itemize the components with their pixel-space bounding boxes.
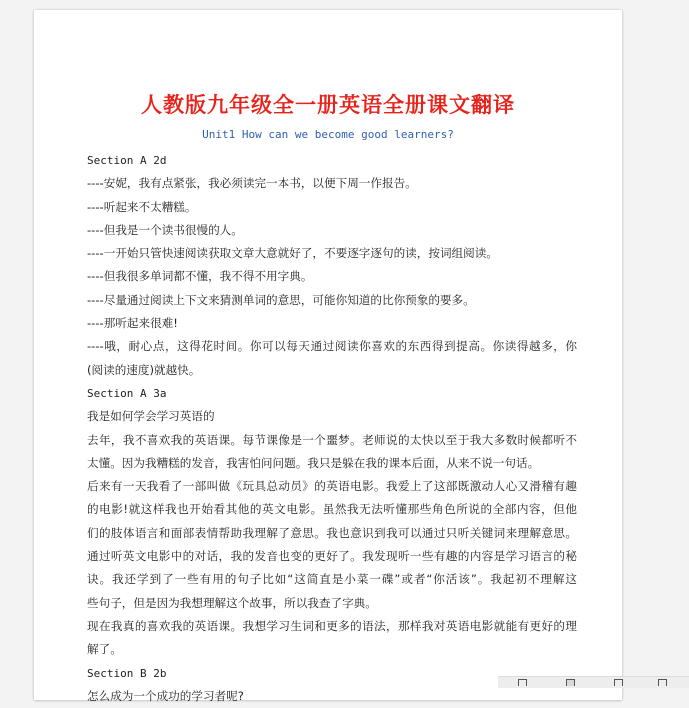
- text-line: 们的肢体语言和面部表情帮助我理解了意思。我也意识到我可以通过只听关键词来理解意思。: [87, 525, 577, 540]
- text-line: ----尽量通过阅读上下文来猜测单词的意思，可能你知道的比你预象的要多。: [87, 292, 475, 307]
- section-heading: Section A 3a: [87, 386, 167, 400]
- document-title: 人教版九年级全一册英语全册课文翻译: [141, 92, 515, 117]
- document-page: [34, 10, 622, 703]
- two-page-view-icon[interactable]: [566, 679, 575, 686]
- text-line: 后来有一天我看了一部叫做《玩具总动员》的英语电影。我爱上了这部既激动人心又滑稽有趣: [87, 479, 577, 494]
- text-line: 诀。我还学到了一些有用的句子比如“这简直是小菜一碟”或者“你活该”。我起初不理解这: [87, 572, 577, 587]
- view-mode-toolbar: [498, 676, 689, 688]
- text-line: 我是如何学会学习英语的: [87, 409, 215, 424]
- text-line: ----那听起来很难!: [87, 316, 178, 331]
- text-line: ----一开始只管快速阅读获取文章大意就好了，不要逐字逐句的读，按词组阅读。: [87, 246, 498, 261]
- text-line: ----安妮，我有点紧张，我必须读完一本书，以便下周一作报告。: [87, 176, 417, 191]
- section-heading: Section A 2d: [87, 154, 167, 167]
- text-line: 通过听英文电影中的对话，我的发音也变的更好了。我发现听一些有趣的内容是学习语言的秘: [87, 549, 577, 564]
- text-line: ----但我很多单词都不懂，我不得不用字典。: [87, 269, 313, 284]
- document-body: [87, 149, 577, 708]
- text-line: ----但我是一个读书很慢的人。: [87, 222, 243, 237]
- text-line: 些句子，但是因为我想理解这个故事，所以我查了字典。: [87, 595, 377, 610]
- text-line: 现在我真的喜欢我的英语课。我想学习生词和更多的语法，那样我对英语电影就能有更好的理: [87, 618, 577, 633]
- text-line: 太懂。因为我糟糕的发音，我害怕问问题。我只是躲在我的课本后面，从来不说一句话。: [87, 455, 540, 470]
- single-page-view-icon[interactable]: [518, 679, 527, 686]
- text-line: ----哦，耐心点，这得花时间。你可以每天通过阅读你喜欢的东西得到提高。你读得越多，你: [87, 339, 577, 354]
- text-line: 解了。: [87, 642, 122, 657]
- section-heading: Section B 2b: [87, 666, 167, 680]
- text-line: (阅读的速度)就越快。: [87, 362, 201, 377]
- unit-subtitle: Unit1 How can we become good learners?: [202, 128, 454, 141]
- text-line: 怎么成为一个成功的学习者呢?: [87, 688, 244, 703]
- grid-view-icon[interactable]: [614, 679, 623, 686]
- fullscreen-icon[interactable]: [658, 679, 667, 686]
- text-line: ----听起来不太糟糕。: [87, 199, 197, 214]
- text-line: 去年，我不喜欢我的英语课。每节课像是一个噩梦。老师说的太快以至于我大多数时候都听不: [87, 432, 577, 447]
- text-line: 的电影!就这样我也开始看其他的英文电影。虽然我无法听懂那些角色所说的全部内容，但他: [87, 502, 577, 517]
